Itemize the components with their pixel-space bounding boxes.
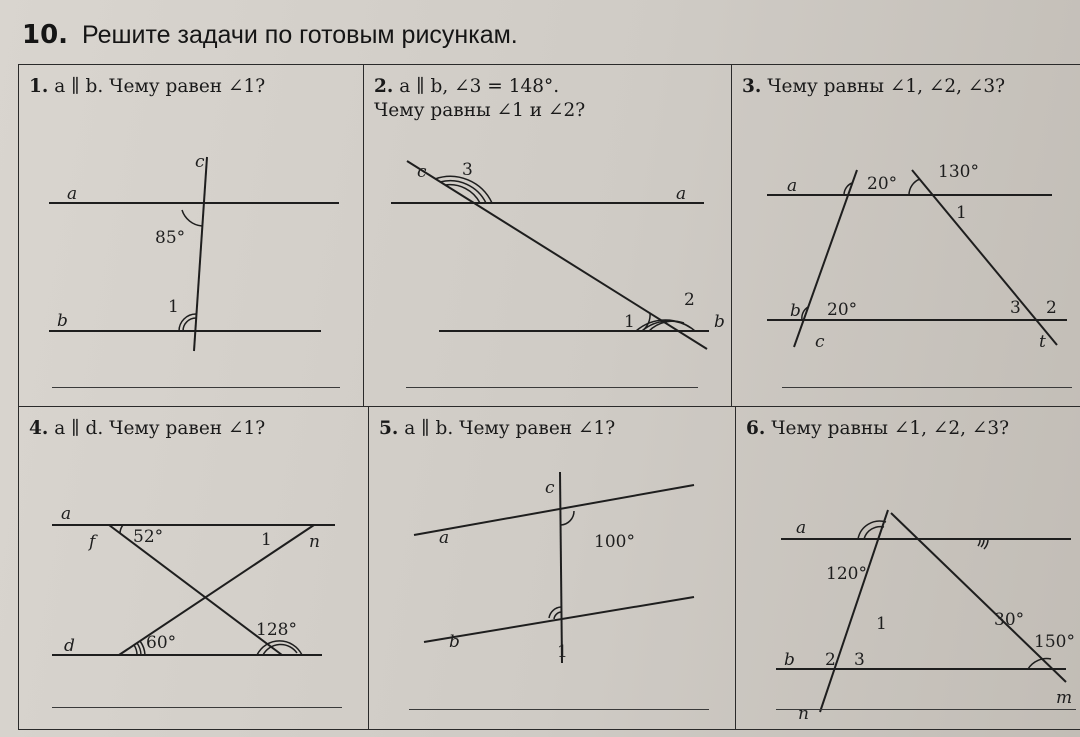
label-m: m: [1056, 688, 1073, 708]
exercise-header: [22, 20, 518, 50]
label-b: b: [449, 632, 460, 652]
label-t: t: [1039, 332, 1046, 352]
angle-20-top-label: 20°: [867, 174, 898, 194]
line-b: [424, 597, 694, 642]
label-n: n: [798, 704, 809, 724]
angle-150-label: 150°: [1034, 632, 1075, 652]
exercise-number: 10.: [22, 20, 69, 50]
angle-30-label: 30°: [994, 610, 1025, 630]
problem-5-text: a ∥ b. Чему равен ∠1?: [404, 418, 616, 439]
problem-6-number: 6.: [746, 418, 766, 439]
problem-2-number: 2.: [374, 76, 394, 97]
angle-1-arc: [642, 313, 650, 331]
angle-120-label: 120°: [826, 564, 867, 584]
line-c: [194, 157, 207, 351]
problem-2-text-2: Чему равны ∠1 и ∠2?: [374, 100, 586, 121]
label-b: b: [714, 312, 725, 332]
label-a: a: [787, 176, 798, 196]
angle-128-label: 128°: [256, 620, 297, 640]
angle-85-label: 85°: [155, 228, 186, 248]
problem-1-figure: [19, 65, 364, 407]
problem-3-number: 3.: [742, 76, 762, 97]
problem-3-cell: [732, 65, 1080, 407]
angle-2-label: 2: [1046, 298, 1057, 318]
angle-3-label: 3: [462, 160, 473, 180]
answer-line-1[interactable]: [52, 387, 340, 388]
problems-table: [18, 64, 1080, 730]
angle-130-label: 130°: [938, 162, 979, 182]
label-n: n: [309, 532, 320, 552]
problem-6-cell: [736, 407, 1080, 729]
label-a: a: [796, 518, 807, 538]
problem-2-figure: [364, 65, 732, 407]
answer-line-3[interactable]: [782, 387, 1072, 388]
problem-6-figure: [736, 407, 1080, 729]
problem-2-text: a ∥ b, ∠3 = 148°.: [399, 76, 560, 97]
exercise-title: Решите задачи по готовым рисункам.: [82, 21, 518, 49]
label-a: a: [61, 504, 72, 524]
angle-3-label: 3: [1010, 298, 1021, 318]
angle-2-label: 2: [684, 290, 695, 310]
angle-100-arc: [561, 511, 574, 525]
problem-4-text: a ∥ d. Чему равен ∠1?: [54, 418, 266, 439]
problem-5-figure: [369, 407, 736, 729]
answer-line-5[interactable]: [409, 709, 709, 710]
angle-1-arc: [179, 314, 196, 331]
angle-100-label: 100°: [594, 532, 635, 552]
answer-line-2[interactable]: [406, 387, 698, 388]
angle-1-label: 1: [168, 297, 179, 317]
angle-1-label: 1: [557, 642, 568, 662]
problem-4-number: 4.: [29, 418, 49, 439]
problem-1-text: a ∥ b. Чему равен ∠1?: [54, 76, 266, 97]
angle-1-arc-inner: [554, 612, 561, 619]
answer-line-6[interactable]: [776, 709, 1076, 710]
label-b: b: [790, 301, 801, 321]
line-t: [912, 170, 1057, 345]
line-c: [560, 472, 562, 663]
angle-60-label: 60°: [146, 633, 177, 653]
problem-1-number: 1.: [29, 76, 49, 97]
angle-30-arc-2: [981, 539, 984, 547]
problem-6-text: Чему равны ∠1, ∠2, ∠3?: [771, 418, 1010, 439]
label-a: a: [67, 184, 78, 204]
problem-4-cell: [19, 407, 369, 729]
label-f: f: [89, 532, 96, 552]
line-n: [820, 510, 888, 712]
label-d: d: [64, 636, 75, 656]
angle-20-bottom-label: 20°: [827, 300, 858, 320]
angle-30-arc-3: [978, 539, 980, 546]
label-c: c: [545, 478, 555, 498]
label-c: c: [195, 152, 205, 172]
angle-1-label: 1: [876, 614, 887, 634]
label-a: a: [439, 528, 450, 548]
angle-130-arc: [909, 179, 920, 195]
label-b: b: [784, 650, 795, 670]
angle-52-label: 52°: [133, 527, 164, 547]
problem-5-number: 5.: [379, 418, 399, 439]
label-c: c: [417, 162, 427, 182]
problem-3-text: Чему равны ∠1, ∠2, ∠3?: [767, 76, 1006, 97]
angle-52-arc: [120, 525, 123, 533]
problem-4-figure: [19, 407, 369, 729]
angle-1-label: 1: [261, 530, 272, 550]
label-a: a: [676, 184, 687, 204]
answer-line-4[interactable]: [52, 707, 342, 708]
angle-2-label: 2: [825, 650, 836, 670]
angle-85-arc: [182, 210, 202, 226]
angle-1-label: 1: [624, 312, 635, 332]
angle-1-arc-inner: [183, 318, 196, 331]
problem-2-cell: [364, 65, 732, 407]
label-b: b: [57, 311, 68, 331]
angle-1-label: 1: [956, 203, 967, 223]
angle-60-arc-3: [134, 645, 137, 655]
problem-3-figure: [732, 65, 1080, 407]
label-c: c: [815, 332, 825, 352]
angle-3-label: 3: [854, 650, 865, 670]
problem-1-cell: [19, 65, 364, 407]
problem-5-cell: [369, 407, 736, 729]
